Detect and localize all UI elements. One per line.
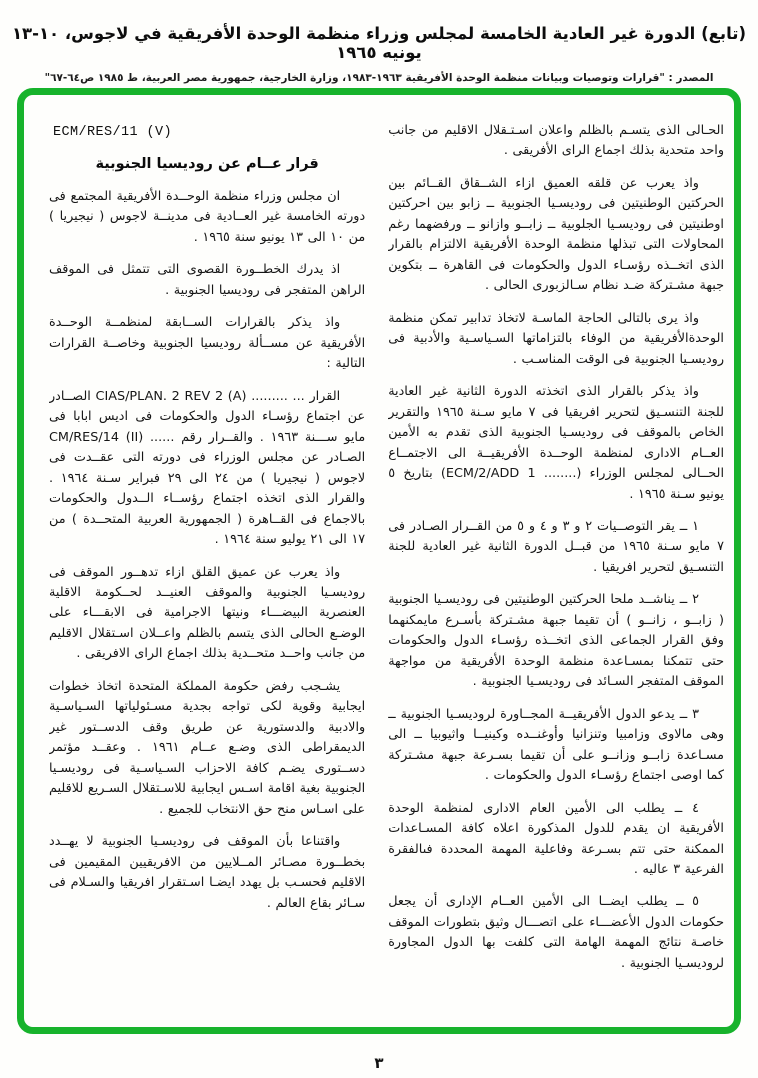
page-header (0, 24, 758, 84)
preamble-paragraph-recall-resolutions: واذ يذكر بالقرارات الســابقة لمنظمــة الوحــدة الأفريقية عن مســألة روديسيا الجنوبية وخاصــة القرارات التالية : (49, 315, 366, 372)
paragraph-deplores-uk: يشـجب رفض حكومة المملكة المتحدة اتخاذ خطوات ايجابية وقوية لكى تواجه بجدية مسـئولياتها السـياسـية والادبية والدستورية عن طريق وقف الدســتور غير الديمقراطى الذى وضـع عــام ١٩٦١ . وعقــد مؤتمر دســتورى يضـم كافة الاحزاب السـياسـية فى روديسـيا الجنوبية بغية اقامة اسـس ايجابية للاسـتقلال السـريع للاقليم على اسـاس منح حق الانتخاب للجميع . (49, 678, 366, 817)
column-right (388, 119, 724, 1027)
preamble-paragraph-gravity: اذ يدرك الخطــورة القصوى التى تتمثل فى الموقف الراهن المتفجر فى روديسيا الجنوبية . (49, 262, 366, 298)
two-column-layout (24, 95, 734, 1027)
operative-paragraph-4: ٤ ــ يطلب الى الأمين العام الادارى لمنظمة الوحدة الأفريقية ان يقدم للدول المذكورة اعلاه كافة المسـاعدات الممكنة حتى تتم بسـرعة وفاعلية المهمة المحددة فىالفقرة الفرعية ٣ عاليه . (388, 800, 724, 877)
operative-paragraph-5: ٥ ــ يطلب ايضــا الى الأمين العــام الإدارى أن يجعل حكومات الدول الأعضـــاء على اتصـــال وثيق بتطورات الموقف خاصـة نتائج المهمة الهامة التى كلفت بها الدول المجاورة لروديسـيا الجنوبية . (388, 894, 724, 971)
operative-paragraph-3: ٣ ــ يدعو الدول الأفريقيــة المجــاورة لروديسـيا الجنوبية ــ وهى مالاوى وزامبيا وتنزانيا وأوغنــده وكينيــا واثيوبيا ــ الى مسـاعدة زابــو وزانــو على أن تقيما بسـرعة جبهة مشـتركة كما اوصى اجتماع رؤسـاء الدول والحكومات . (388, 706, 724, 784)
preamble-paragraph-session: ان مجلس وزراء منظمة الوحــدة الأفريقية المجتمع فى دورته الخامسة غير العــادية فى مدينــة لاجوس ( نيجيريا ) من ١٠ الى ١٣ يونيو سنة ١٩٦٥ . (49, 189, 366, 245)
continuation-paragraph: الحـالى الذى يتسـم بالظلم واعلان اسـتـقلال الاقليم من جانب واحد متحدية بذلك اجماع الراى الأفريقى . (388, 123, 724, 159)
page-number: ٣ (374, 1054, 384, 1072)
preamble-paragraph-split-movements: واذ يعرب عن قلقه العميق ازاء الشــقاق القــائم بين الحركتين الوطنيتين فى روديسـيا الجنوبية ــ زابو بين احركتين اوطنيتين فى روديسـيا الجلوبية ــ زابــو وازانو ــ ورفضهما رغم المحاولات التى تبذلها منظمة الوحدة الأفريقية الالتزام بالقرار الذى اتخــذه رؤسـاء الدول والحكومات فى القاهرة ــ بتكوين جبهة مشـتركة ضـد نظام سـالزبورى الحالى . (388, 175, 724, 294)
resolution-reference-code: ECM/RES/11 (V) (53, 125, 173, 140)
preamble-paragraph-conviction: واقتناعا بأن الموقف فى روديسـيا الجنوبية لا يهــدد بخطــورة مصـائر المــلايين من الافريقيين المقيمين فى الاقليم فحسـب بل يهدد ايضـا اسـتقرار افريقيا والسـلام فى سـائر بقاع العالم . (49, 834, 366, 911)
preamble-paragraph-coordination-committee: واذ يذكر بالقرار الذى اتخذته الدورة الثانية غير العادية للجنة التنسـيق لتحرير افريقيا فى ٧ مايو سـنة ١٩٦٥ والتقرير الخاص بالموقف فى روديسـيا الجنوبية الذى تقدم به الأمين العــام الادارى لمنظمة الوحــدة الأفريقيــة الى الاجتمــاع الحــالى لمجلس الوزراء ‎(ECM/2/ADD 1 ........)‎ بتاريخ ٥ يونيو سـنة ١٩٦٥ . (388, 384, 724, 502)
preamble-paragraph-deep-concern: واذ يعرب عن عميق القلق ازاء تدهــور الموقف فى روديسـيا الجنوبية والموقف العنيــد لحــكومة الاقلية العنصرية البيضـــاء ونيتها الاجرامية فى الابقـــاء على الوضـع الحالى الذى يتسم بالظلم واعــلان اسـتقلال الاقليم من جانب واحــد متحــدية بذلك اجماع الراى الافريقى . (49, 564, 366, 662)
page-frame (17, 88, 741, 1034)
column-left (49, 119, 365, 1027)
operative-paragraph-2: ٢ ــ يناشــد ملحا الحركتين الوطنيتين فى روديسـيا الجنوبية ( زابــو ، زانــو ) أن تقيما جبهة مشـتركة بأسـرع مايمكنهما وفق القرار الجماعى الذى اتخــذه رؤسـاء الدول والحكومات حتى تتمكنا بمسـاعدة منظمة الوحدة الأفريقية من مواجهة الموقف المتفجر السـائد فى روديسـيا الجنوبية . (388, 592, 724, 690)
session-title: (تابع) الدورة غير العادية الخامسة لمجلس وزراء منظمة الوحدة الأفريقية في لاجوس، ١٠-١٣ يونيه ١٩٦٥ (11, 24, 747, 62)
source-citation: المصدر : "قرارات وتوصيات وبيانات منظمة الوحدة الأفريقية ١٩٦٣-١٩٨٣، وزارة الخارجية، جمهورية مصر العربية، ط ١٩٨٥ ص٦٤-٦٧" (44, 72, 714, 84)
resolution-title: قرار عــام عن روديسيا الجنوبية (95, 156, 319, 172)
operative-paragraph-1: ١ ــ يقر التوصــيات ٢ و ٣ و ٤ و ٥ من القــرار الصـادر فى ٧ مايو سـنة ١٩٦٥ من قبــل الدورة الثانية غير العادية للجنة التنسـيق لتحرير افريقيا . (388, 518, 724, 575)
preamble-paragraph-urgent-measures: واذ يرى بالتالى الحاجة الماسـة لاتخاذ تدابير تمكن منظمة الوحدةالأفريقية من الوفاء بالتزاماتها السـياسـية والأدبية فى روديسـيا الجنوبية فى الوقت المناسـب . (388, 310, 724, 367)
preamble-paragraph-cited-resolutions: القرار ... ......... ‎CIAS/PLAN. 2 REV 2 (A)‎ الصــادر عن اجتماع رؤسـاء الدول والحكومات فى اديس ابابا فى مايو ســـنة ١٩٦٣ . والقــرار رقم ...... ‎CM/RES/14 (II)‎ الصـادر عن مجلس الوزراء فى دورته التى عقــدت فى لاجوس ( نيجيريا ) من ٢٤ الى ٢٩ فبراير سـنة ١٩٦٤ . والقرار الذى اتخذه اجتماع رؤســاء الــدول والحكومات بالاجماع فى القــاهرة ( الجمهورية العربية المتحــدة ) من ١٧ الى ٢١ يوليو سنة ١٩٦٤ . (49, 388, 366, 548)
